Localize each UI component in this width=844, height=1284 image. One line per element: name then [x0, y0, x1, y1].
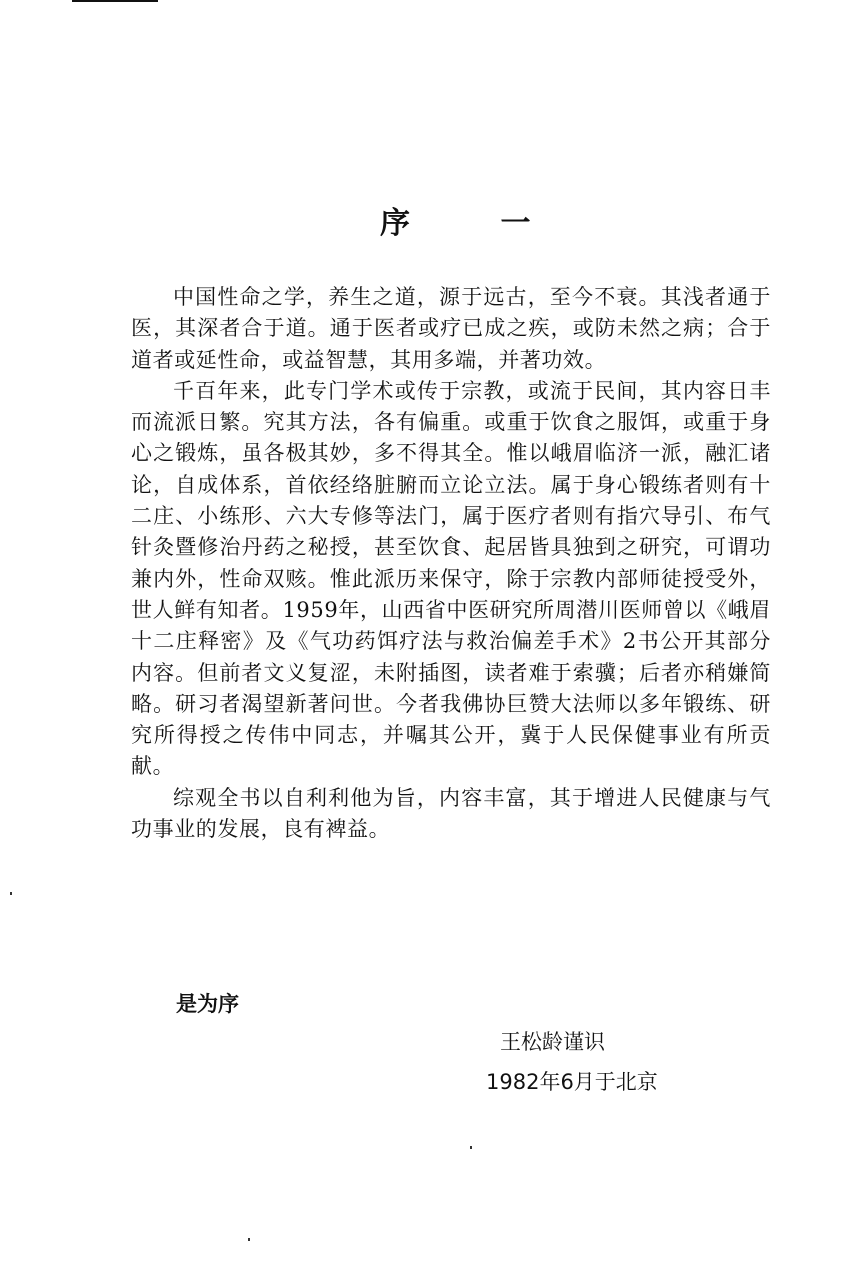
- date-line: 1982年6月于北京: [486, 1070, 658, 1094]
- scan-speck: [248, 1238, 250, 1241]
- paragraph-1: 中国性命之学，养生之道，源于远古，至今不衰。其浅者通于医，其深者合于道。通于医者或疗已成之疾，或防未然之病；合于道者或延性命，或益智慧，其用多端，并著功效。: [131, 285, 771, 372]
- scan-speck: [10, 892, 12, 895]
- preface-body: [131, 282, 771, 845]
- paragraph-3: 综观全书以自利利他为旨，内容丰富，其于增进人民健康与气功事业的发展，良有裨益。: [131, 785, 771, 842]
- signature: 王松龄谨识: [500, 1030, 605, 1054]
- page-title: 序 一: [380, 206, 571, 241]
- paragraph-2: 千百年来，此专门学术或传于宗教，或流于民间，其内容日丰而流派日繁。究其方法，各有偏重。或重于饮食之服饵，或重于身心之锻炼，虽各极其妙，多不得其全。惟以峨眉临济一派，融汇诸论，自成体系，首依经络脏腑而立论立法。属于身心锻练者则有十二庄、小练形、六大专修等法门，属于医疗者则有指穴导引、布气针灸暨修治丹药之秘授，甚至饮食、起居皆具独到之研究，可谓功兼内外，性命双赅。惟此派历来保守，除于宗教内部师徒授受外，世人鲜有知者。1959年，山西省中医研究所周潜川医师曾以《峨眉十二庄释密》及《气功药饵疗法与救治偏差手术》2书公开其部分内容。但前者文义复涩，未附插图，读者难于索骥；后者亦稍嫌简略。研习者渴望新著问世。今者我佛协巨赞大法师以多年锻练、研究所得授之传伟中同志，并嘱其公开，冀于人民保健事业有所贡献。: [131, 378, 771, 779]
- top-rule: [72, 0, 158, 2]
- scan-speck: [470, 1146, 472, 1149]
- closing-line: 是为序: [176, 991, 239, 1016]
